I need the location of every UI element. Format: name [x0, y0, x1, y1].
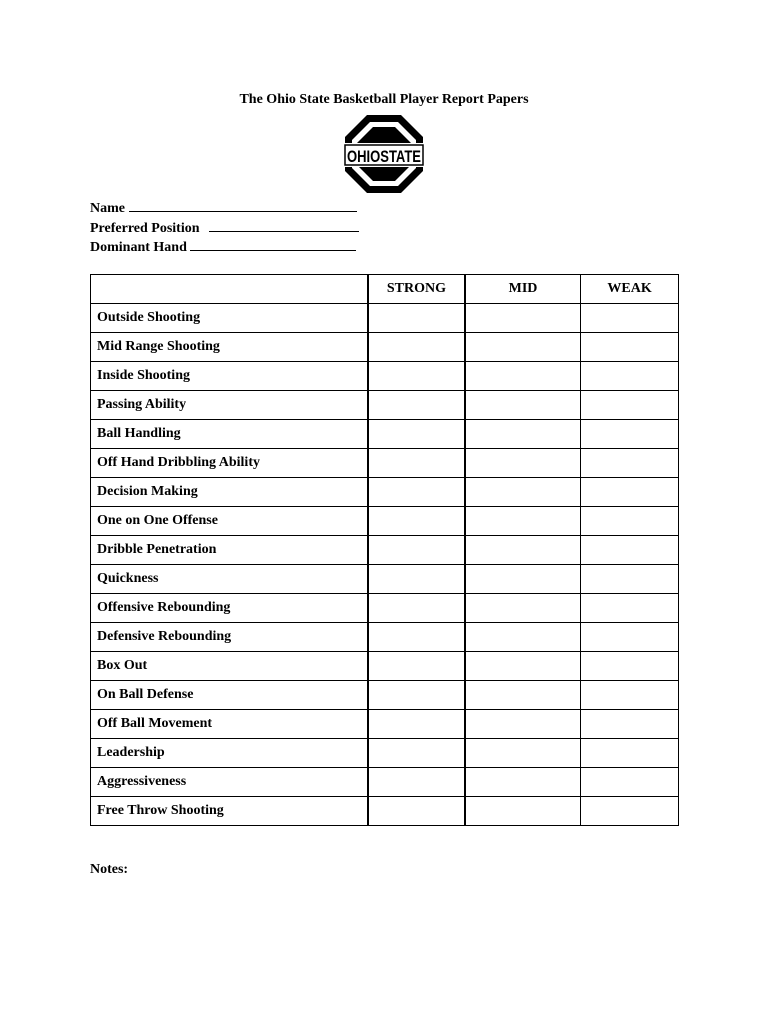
header-strong: STRONG	[368, 275, 465, 304]
skill-rows	[91, 304, 679, 826]
rating-cell-strong[interactable]	[368, 768, 465, 797]
skill-label: Offensive Rebounding	[91, 594, 368, 623]
table-row	[91, 739, 679, 768]
rating-cell-strong[interactable]	[368, 420, 465, 449]
skill-label: Leadership	[91, 739, 368, 768]
table-row	[91, 362, 679, 391]
dominant-hand-blank-line[interactable]	[190, 238, 356, 251]
name-label: Name	[90, 201, 125, 216]
rating-cell-mid[interactable]	[465, 594, 581, 623]
rating-cell-strong[interactable]	[368, 333, 465, 362]
rating-cell-weak[interactable]	[581, 478, 679, 507]
header-weak: WEAK	[581, 275, 679, 304]
rating-cell-mid[interactable]	[465, 478, 581, 507]
rating-cell-mid[interactable]	[465, 391, 581, 420]
table-row	[91, 449, 679, 478]
rating-cell-strong[interactable]	[368, 391, 465, 420]
header-mid: MID	[465, 275, 581, 304]
rating-cell-weak[interactable]	[581, 797, 679, 826]
rating-cell-weak[interactable]	[581, 681, 679, 710]
rating-cell-mid[interactable]	[465, 710, 581, 739]
skills-rating-table	[90, 274, 679, 826]
rating-cell-strong[interactable]	[368, 652, 465, 681]
rating-cell-mid[interactable]	[465, 420, 581, 449]
rating-cell-strong[interactable]	[368, 681, 465, 710]
skill-label: Quickness	[91, 565, 368, 594]
table-row	[91, 594, 679, 623]
rating-cell-weak[interactable]	[581, 536, 679, 565]
table-row	[91, 507, 679, 536]
table-row	[91, 304, 679, 333]
rating-cell-strong[interactable]	[368, 362, 465, 391]
rating-cell-mid[interactable]	[465, 681, 581, 710]
skill-label: Outside Shooting	[91, 304, 368, 333]
rating-cell-weak[interactable]	[581, 420, 679, 449]
ohio-state-logo	[343, 113, 425, 195]
rating-cell-strong[interactable]	[368, 536, 465, 565]
preferred-position-label: Preferred Position	[90, 220, 200, 236]
table-row	[91, 333, 679, 362]
name-field[interactable]	[90, 199, 359, 219]
table-row	[91, 536, 679, 565]
table-row	[91, 565, 679, 594]
skill-label: Off Hand Dribbling Ability	[91, 449, 368, 478]
rating-cell-strong[interactable]	[368, 304, 465, 333]
table-row	[91, 420, 679, 449]
rating-cell-mid[interactable]	[465, 507, 581, 536]
table-row	[91, 623, 679, 652]
table-row	[91, 391, 679, 420]
skill-label: One on One Offense	[91, 507, 368, 536]
rating-cell-strong[interactable]	[368, 623, 465, 652]
rating-cell-mid[interactable]	[465, 449, 581, 478]
rating-cell-weak[interactable]	[581, 710, 679, 739]
table-row	[91, 652, 679, 681]
notes-label: Notes:	[90, 862, 129, 877]
rating-cell-strong[interactable]	[368, 739, 465, 768]
rating-cell-weak[interactable]	[581, 449, 679, 478]
skill-label: Mid Range Shooting	[91, 333, 368, 362]
rating-cell-mid[interactable]	[465, 565, 581, 594]
rating-cell-strong[interactable]	[368, 507, 465, 536]
skill-label: Aggressiveness	[91, 768, 368, 797]
skill-label: Inside Shooting	[91, 362, 368, 391]
page-title: The Ohio State Basketball Player Report Papers	[239, 92, 529, 107]
rating-cell-strong[interactable]	[368, 797, 465, 826]
skill-label: Ball Handling	[91, 420, 368, 449]
skill-label: Box Out	[91, 652, 368, 681]
rating-cell-weak[interactable]	[581, 739, 679, 768]
rating-cell-weak[interactable]	[581, 333, 679, 362]
rating-cell-weak[interactable]	[581, 391, 679, 420]
table-row	[91, 797, 679, 826]
dominant-hand-label: Dominant Hand	[90, 240, 187, 255]
table-row	[91, 681, 679, 710]
header-skill	[91, 275, 368, 304]
rating-cell-weak[interactable]	[581, 304, 679, 333]
rating-cell-weak[interactable]	[581, 623, 679, 652]
skill-label: Off Ball Movement	[91, 710, 368, 739]
rating-cell-mid[interactable]	[465, 333, 581, 362]
skill-label: Free Throw Shooting	[91, 797, 368, 826]
rating-cell-mid[interactable]	[465, 623, 581, 652]
rating-cell-mid[interactable]	[465, 652, 581, 681]
skill-label: On Ball Defense	[91, 681, 368, 710]
rating-cell-weak[interactable]	[581, 507, 679, 536]
rating-cell-weak[interactable]	[581, 652, 679, 681]
preferred-position-field[interactable]	[90, 219, 359, 239]
rating-cell-mid[interactable]	[465, 739, 581, 768]
skill-label: Defensive Rebounding	[91, 623, 368, 652]
table-row	[91, 768, 679, 797]
rating-cell-mid[interactable]	[465, 304, 581, 333]
table-header-row	[91, 275, 679, 304]
skill-label: Passing Ability	[91, 391, 368, 420]
rating-cell-mid[interactable]	[465, 797, 581, 826]
rating-cell-weak[interactable]	[581, 565, 679, 594]
rating-cell-strong[interactable]	[368, 449, 465, 478]
dominant-hand-field[interactable]	[90, 238, 359, 258]
rating-cell-weak[interactable]	[581, 362, 679, 391]
svg-text:OHIOSTATE: OHIOSTATE	[347, 147, 421, 166]
table-row	[91, 478, 679, 507]
table-row	[91, 710, 679, 739]
rating-cell-mid[interactable]	[465, 536, 581, 565]
skill-label: Dribble Penetration	[91, 536, 368, 565]
preferred-position-blank-line[interactable]	[209, 219, 359, 232]
rating-cell-mid[interactable]	[465, 768, 581, 797]
rating-cell-strong[interactable]	[368, 478, 465, 507]
skill-label: Decision Making	[91, 478, 368, 507]
rating-cell-weak[interactable]	[581, 594, 679, 623]
rating-cell-strong[interactable]	[368, 565, 465, 594]
rating-cell-strong[interactable]	[368, 594, 465, 623]
name-blank-line[interactable]	[129, 199, 357, 212]
rating-cell-mid[interactable]	[465, 362, 581, 391]
player-info-fields	[90, 199, 359, 258]
rating-cell-strong[interactable]	[368, 710, 465, 739]
rating-cell-weak[interactable]	[581, 768, 679, 797]
